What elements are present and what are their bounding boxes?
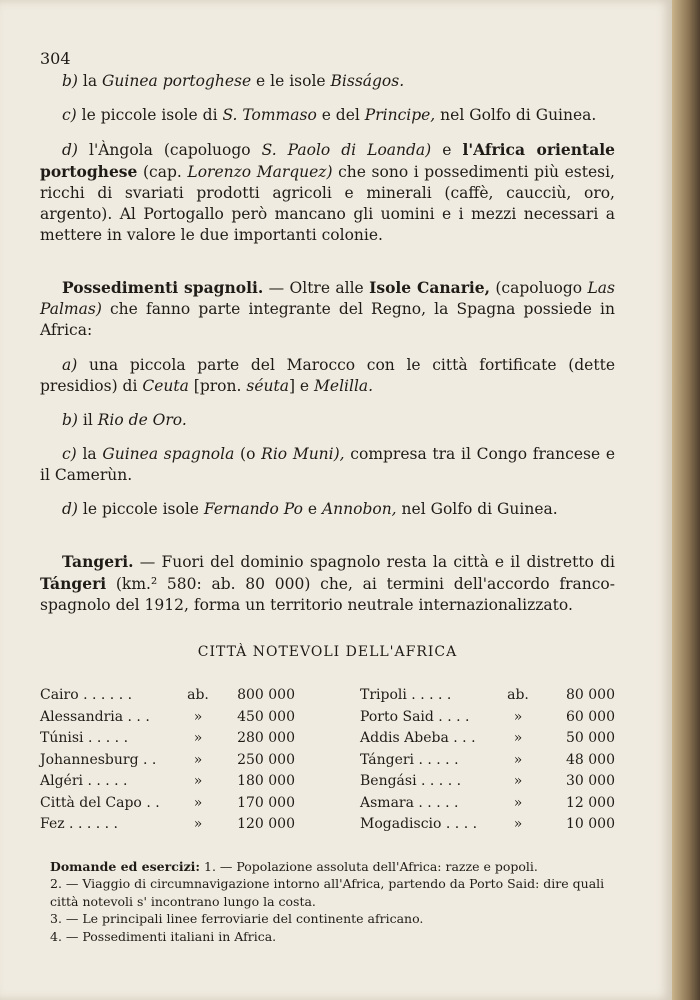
city-row	[40, 728, 295, 750]
city-row	[40, 771, 295, 793]
spain-heading: Possedimenti spagnoli.	[62, 278, 264, 297]
city-unit: »	[513, 794, 523, 811]
city-population: 120 000	[237, 816, 295, 833]
page-content	[40, 48, 615, 945]
city-unit: »	[513, 708, 523, 725]
cities-right-column	[360, 685, 615, 836]
city-name: Tripoli . . . . .	[360, 687, 452, 704]
portugal-item-c: c) le piccole isole di S. Tommaso e del Principe, nel Golfo di Guinea.	[62, 106, 597, 124]
tangeri-heading: Tangeri.	[62, 552, 134, 571]
tangeri-paragraph: Tangeri. — Fuori del dominio spagnolo resta la città e il distretto di Tángeri (km.² 580: ab. 80 000) che, ai termini dell'accordo franco-spagnolo del 1912, forma un territorio neutrale internazionalizzato.	[40, 552, 615, 614]
city-unit: ab.	[187, 687, 209, 704]
city-population: 50 000	[566, 730, 615, 747]
city-name: Túnisi . . . . .	[40, 730, 129, 747]
question-1: Domande ed esercizi: 1. — Popolazione assoluta dell'Africa: razze e popoli.	[50, 858, 538, 874]
city-row	[40, 685, 295, 707]
spain-paragraph: Possedimenti spagnoli. — Oltre alle Isole Canarie, (capoluogo Las Palmas) che fanno parte integrante del Regno, la Spagna possiede in Africa:	[40, 278, 616, 339]
question-3: 3. — Le principali linee ferroviarie del continente africano.	[50, 911, 424, 926]
city-name: Cairo . . . . . .	[40, 687, 133, 704]
cities-left-column	[40, 685, 295, 836]
portugal-item-d: d) l'Àngola (capoluogo S. Paolo di Loanda) e l'Africa orientale portoghese (cap. Lorenzo Marquez) che sono i possedimenti più estesi, ricchi di svariati prodotti agricoli e minerali (caffè, caucciù, oro, argento). Al Portogallo però mancano gli uomini e i mezzi necessari a mettere in valore le due importanti colonie.	[40, 140, 615, 244]
city-name: Fez . . . . . .	[40, 816, 119, 833]
city-name: Addis Abeba . . .	[360, 730, 476, 747]
city-population: 800 000	[237, 687, 295, 704]
cities-table-title: CITTÀ NOTEVOLI DELL'AFRICA	[197, 644, 458, 660]
city-unit: ab.	[507, 687, 529, 704]
spain-item-c: c) la Guinea spagnola (o Rio Muni), compresa tra il Congo francese e il Camerùn.	[40, 445, 616, 484]
city-row	[40, 707, 295, 729]
city-population: 12 000	[566, 794, 615, 811]
city-name: Johannesburg . .	[40, 751, 157, 768]
portugal-list	[40, 71, 615, 246]
city-unit: »	[513, 773, 523, 790]
city-row	[360, 750, 615, 772]
spain-list	[40, 355, 615, 520]
city-population: 30 000	[566, 773, 615, 790]
city-unit: »	[513, 730, 523, 747]
portugal-item-b: b) la Guinea portoghese e le isole Bisságos.	[62, 72, 405, 90]
questions-section	[40, 858, 615, 946]
city-row	[360, 814, 615, 836]
city-row	[360, 771, 615, 793]
city-row	[360, 707, 615, 729]
city-population: 48 000	[566, 751, 615, 768]
city-name: Città del Capo . .	[40, 794, 160, 811]
city-row	[40, 814, 295, 836]
city-row	[360, 793, 615, 815]
city-unit: »	[193, 773, 203, 790]
city-name: Alessandria . . .	[40, 708, 150, 725]
city-row	[40, 793, 295, 815]
page-edge	[672, 0, 700, 1000]
page-number: 304	[40, 49, 71, 68]
city-unit: »	[193, 730, 203, 747]
city-population: 80 000	[566, 687, 615, 704]
city-name: Tángeri . . . . .	[360, 751, 459, 768]
spain-item-a: a) una piccola parte del Marocco con le città fortificate (dette presidios) di Ceuta [pron. séuta] e Melilla.	[40, 356, 615, 395]
cities-table	[40, 685, 615, 836]
question-2: 2. — Viaggio di circumnavigazione intorno all'Africa, partendo da Porto Said: dire quali città notevoli s' incontrano lungo la costa.	[50, 876, 605, 909]
city-population: 180 000	[237, 773, 295, 790]
city-population: 10 000	[566, 816, 615, 833]
spain-item-b: b) il Rio de Oro.	[62, 411, 187, 429]
city-population: 60 000	[566, 708, 615, 725]
city-name: Mogadiscio . . . .	[360, 816, 478, 833]
city-population: 170 000	[237, 794, 295, 811]
city-name: Asmara . . . . .	[360, 794, 459, 811]
city-row	[360, 685, 615, 707]
city-name: Porto Said . . . .	[360, 708, 470, 725]
spain-item-d: d) le piccole isole Fernando Po e Annobon, nel Golfo di Guinea.	[62, 500, 558, 518]
question-4: 4. — Possedimenti italiani in Africa.	[50, 928, 277, 944]
city-unit: »	[193, 794, 203, 811]
city-name: Bengási . . . . .	[360, 773, 462, 790]
city-population: 250 000	[237, 751, 295, 768]
city-name: Algéri . . . . .	[40, 773, 128, 790]
city-unit: »	[193, 751, 203, 768]
city-row	[360, 728, 615, 750]
city-unit: »	[193, 708, 203, 725]
city-population: 280 000	[237, 730, 295, 747]
city-population: 450 000	[237, 708, 295, 725]
city-unit: »	[513, 816, 523, 833]
city-unit: »	[513, 751, 523, 768]
city-unit: »	[193, 816, 203, 833]
city-row	[40, 750, 295, 772]
questions-heading: Domande ed esercizi:	[50, 858, 201, 874]
